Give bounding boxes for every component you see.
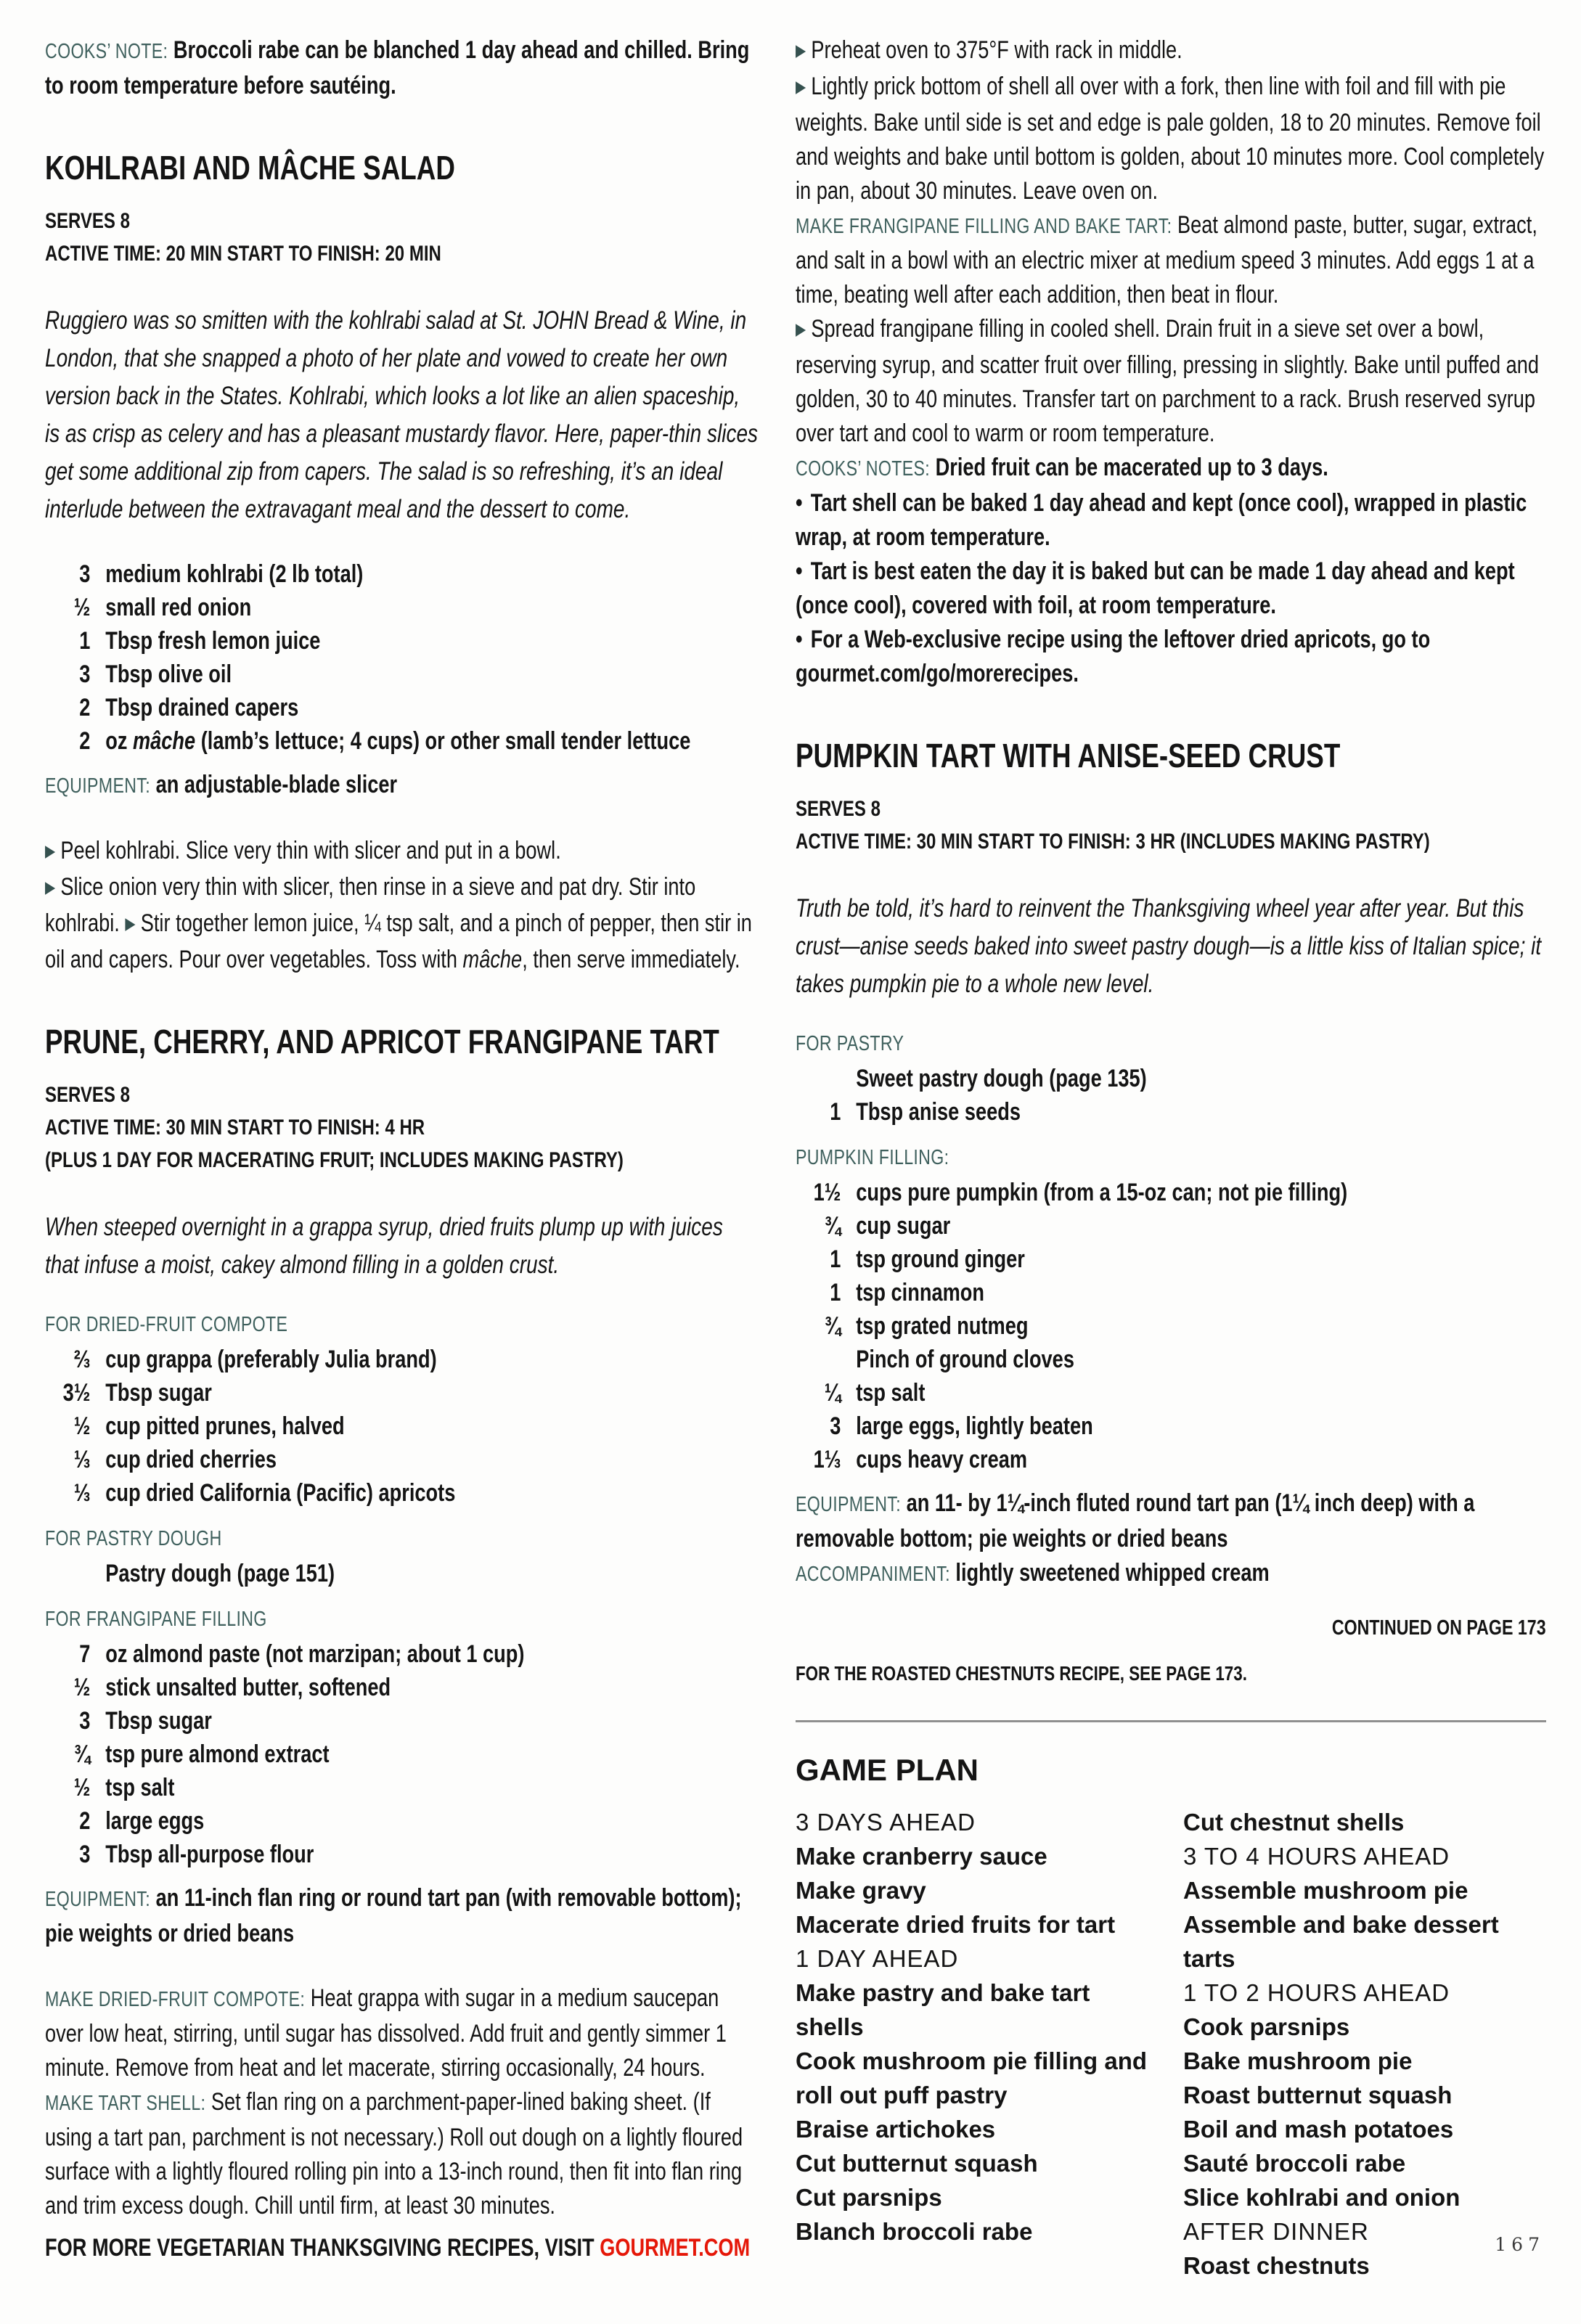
ingredient-quantity: 2 bbox=[79, 1807, 91, 1835]
time-line: ACTIVE TIME: 30 MIN START TO FINISH: 3 HR (INCLUDES MAKING PASTRY) bbox=[796, 830, 1430, 854]
game-plan-item: Cut chestnut shells bbox=[1183, 1809, 1405, 1836]
serves-line: SERVES 8 bbox=[45, 1083, 130, 1107]
time-line: ACTIVE TIME: 30 MIN START TO FINISH: 4 HR bbox=[45, 1116, 425, 1140]
step-text: Spread frangipane filling in cooled shell. Drain fruit in a sieve set over a bowl, reserving syrup, and scatter fruit over filling, pressing in slightly. Bake until puffed and golden, 30 to 40 minutes. Transfer tart on parchment to a rack. Brush reserved syrup over tart and cool to warm or room temperature. bbox=[796, 315, 1540, 447]
equipment-line bbox=[45, 768, 758, 803]
game-plan-item: Macerate dried fruits for tart bbox=[796, 1911, 1116, 1938]
ingredient-text: cup dried cherries bbox=[105, 1446, 277, 1473]
recipe-step bbox=[796, 33, 1546, 70]
ingredient-text: tsp ground ginger bbox=[856, 1245, 1025, 1273]
note-bullet-item bbox=[796, 623, 1546, 691]
recipe-intro: When steeped overnight in a grappa syrup, dried fruits plump up with juices that infuse a moist, cakey almond filling in a golden crust. bbox=[45, 1213, 723, 1279]
ingredient-quantity: 3 bbox=[79, 660, 91, 688]
ingredient-quantity: 3 bbox=[79, 1841, 91, 1868]
game-plan-item: Make gravy bbox=[796, 1877, 926, 1904]
note-text: Tart shell can be baked 1 day ahead and kept (once cool), wrapped in plastic wrap, at room temperature. bbox=[796, 489, 1527, 551]
ingredient-text: large eggs, lightly beaten bbox=[856, 1412, 1093, 1440]
step-arrow-icon: ▶ bbox=[45, 841, 56, 860]
game-plan-item: Assemble mushroom pie bbox=[1183, 1877, 1468, 1904]
ingredient-row bbox=[796, 1309, 1546, 1343]
ingredient-row bbox=[45, 1771, 758, 1804]
step-label: MAKE FRANGIPANE FILLING AND BAKE TART: bbox=[796, 215, 1172, 238]
step-text: Lightly prick bottom of shell all over with a fork, then line with foil and fill with pie weights. Bake until side is set and edge is pale golden, 18 to 20 minutes. Remove foil and weights and bake until bottom is golden, about 10 minutes more. Cool completely in pan, about 30 minutes. Leave oven on. bbox=[796, 73, 1545, 205]
game-plan-item: Assemble and bake dessert tarts bbox=[1183, 1911, 1499, 1972]
equipment-text: an adjustable-blade slicer bbox=[155, 771, 398, 798]
ingredient-quantity: ⅔ bbox=[73, 1346, 91, 1373]
ingredient-group-label: FOR PASTRY DOUGH bbox=[45, 1527, 222, 1550]
step-arrow-icon: ▶ bbox=[796, 41, 806, 60]
note-bullet-item bbox=[796, 555, 1546, 623]
recipe-frangipane-tart bbox=[45, 1022, 758, 2223]
ingredient-quantity bbox=[796, 1343, 856, 1376]
accompaniment-label: ACCOMPANIMENT: bbox=[796, 1563, 950, 1586]
ingredient-text: tsp salt bbox=[856, 1379, 926, 1407]
ingredient-row bbox=[45, 724, 758, 758]
bullet-icon: • bbox=[796, 489, 803, 517]
ingredient-quantity: ½ bbox=[73, 1674, 91, 1701]
ingredient-row bbox=[45, 1476, 758, 1510]
game-plan-item: Braise artichokes bbox=[796, 2116, 996, 2143]
ingredient-quantity: ¼ bbox=[824, 1379, 841, 1407]
ingredient-text: Pastry dough (page 151) bbox=[105, 1560, 335, 1587]
ingredient-row bbox=[796, 1062, 1546, 1095]
ingredient-row bbox=[796, 1409, 1546, 1443]
cooks-note-broccoli bbox=[45, 33, 758, 103]
recipe-kohlrabi-salad bbox=[45, 148, 758, 977]
step-text: Slice onion very thin with slicer, then rinse in a sieve and pat dry. Stir into kohlrabi. bbox=[45, 873, 696, 937]
game-plan-item: Cut parsnips bbox=[796, 2184, 942, 2211]
ingredient-text: Tbsp anise seeds bbox=[856, 1098, 1021, 1126]
recipe-title: KOHLRABI AND MÂCHE SALAD bbox=[45, 149, 455, 187]
ingredient-text: tsp grated nutmeg bbox=[856, 1312, 1029, 1340]
step-text: Stir together lemon juice, ¼ tsp salt, and a pinch of pepper, then stir in oil and capers. Pour over vegetables. Toss with mâche, then serve immediately. bbox=[45, 909, 752, 973]
ingredient-quantity: 1⅓ bbox=[813, 1446, 841, 1473]
ingredient-quantity bbox=[796, 1062, 856, 1095]
footer-text: FOR MORE VEGETARIAN THANKSGIVING RECIPES, VISIT bbox=[45, 2234, 600, 2262]
game-plan-title: GAME PLAN bbox=[796, 1753, 979, 1787]
recipe-step bbox=[796, 312, 1546, 451]
game-plan-column-1 bbox=[796, 1805, 1163, 2283]
ingredient-groups bbox=[45, 1313, 758, 1871]
step-text: Heat grappa with sugar in a medium saucepan over low heat, stirring, until sugar has dissolved. Add fruit and gently simmer 1 minute. Remove from heat and let macerate, stirring occasionally, 24 hours. bbox=[45, 1984, 727, 2082]
ingredient-text: Tbsp all-purpose flour bbox=[105, 1841, 314, 1868]
ingredient-groups bbox=[796, 1032, 1546, 1476]
ingredient-row bbox=[45, 1443, 758, 1476]
step-list bbox=[45, 1981, 758, 2223]
step-arrow-icon: ▶ bbox=[796, 319, 806, 338]
step-text: Beat almond paste, butter, sugar, extract, and salt in a bowl with an electric mixer at medium speed 3 minutes. Add eggs 1 at a time, beating well after each addition, then beat in flour. bbox=[796, 211, 1537, 308]
recipe-title: PRUNE, CHERRY, AND APRICOT FRANGIPANE TART bbox=[45, 1023, 719, 1060]
ingredient-text: Tbsp drained capers bbox=[105, 694, 299, 721]
ingredient-quantity: 1½ bbox=[813, 1179, 841, 1206]
equipment-label: EQUIPMENT: bbox=[796, 1493, 901, 1516]
ingredient-text: Tbsp sugar bbox=[105, 1379, 212, 1407]
ingredient-quantity: ½ bbox=[73, 1412, 91, 1440]
chestnuts-cross-reference: FOR THE ROASTED CHESTNUTS RECIPE, SEE PAGE 173. bbox=[796, 1662, 1247, 1685]
recipe-step bbox=[45, 870, 758, 977]
ingredient-row bbox=[45, 591, 758, 624]
time-line-2: (PLUS 1 DAY FOR MACERATING FRUIT; INCLUDES MAKING PASTRY) bbox=[45, 1148, 624, 1172]
game-plan-item: Boil and mash potatoes bbox=[1183, 2116, 1454, 2143]
footer-gourmet-link: GOURMET.COM bbox=[600, 2234, 751, 2262]
game-plan-heading: 1 DAY AHEAD bbox=[796, 1945, 959, 1972]
ingredient-group-label: FOR DRIED-FRUIT COMPOTE bbox=[45, 1313, 288, 1336]
recipe-step bbox=[45, 834, 758, 870]
ingredient-group-label: PUMPKIN FILLING: bbox=[796, 1146, 949, 1169]
equipment-text: an 11- by 1¼-inch fluted round tart pan (1¼ inch deep) with a removable bottom; pie weights or dried beans bbox=[796, 1489, 1475, 1552]
ingredient-row bbox=[45, 1637, 758, 1671]
ingredient-row bbox=[45, 557, 758, 591]
ingredient-row bbox=[45, 1671, 758, 1704]
bullet-icon: • bbox=[796, 557, 803, 585]
game-plan bbox=[796, 1753, 1546, 2283]
ingredient-text: Pinch of ground cloves bbox=[856, 1346, 1074, 1373]
ingredient-quantity: 1 bbox=[830, 1279, 841, 1306]
ingredient-quantity: 3 bbox=[79, 560, 91, 588]
step-arrow-icon: ▶ bbox=[125, 914, 136, 933]
ingredient-text: oz almond paste (not marzipan; about 1 cup) bbox=[105, 1640, 525, 1668]
ingredient-row bbox=[45, 658, 758, 691]
game-plan-heading: 3 DAYS AHEAD bbox=[796, 1809, 976, 1836]
ingredient-group-label: FOR FRANGIPANE FILLING bbox=[45, 1608, 267, 1631]
game-plan-item: Roast butternut squash bbox=[1183, 2082, 1453, 2108]
ingredient-row bbox=[45, 1409, 758, 1443]
ingredient-text: cup grappa (preferably Julia brand) bbox=[105, 1346, 437, 1373]
ingredient-quantity: ⅓ bbox=[73, 1446, 91, 1473]
ingredient-text: tsp cinnamon bbox=[856, 1279, 985, 1306]
equipment-text: an 11-inch flan ring or round tart pan (with removable bottom); pie weights or dried beans bbox=[45, 1884, 742, 1947]
ingredient-row bbox=[796, 1276, 1546, 1309]
game-plan-heading: 3 TO 4 HOURS AHEAD bbox=[1183, 1843, 1450, 1870]
recipe-intro: Ruggiero was so smitten with the kohlrabi salad at St. JOHN Bread & Wine, in London, that she snapped a photo of her plate and vowed to create her own version back in the States. Kohlrabi, which looks a lot like an alien spaceship, is as crisp as celery and has a pleasant mustardy flavor. Here, paper-thin slices get some additional zip from capers. The salad is so refreshing, it’s an ideal interlude between the extravagant meal and the dessert to come. bbox=[45, 306, 759, 523]
cooks-note-label: COOKS’ NOTE: bbox=[45, 40, 168, 63]
note-text: For a Web-exclusive recipe using the leftover dried apricots, go to gourmet.com/go/morerecipes. bbox=[796, 626, 1431, 687]
ingredient-text: medium kohlrabi (2 lb total) bbox=[105, 560, 364, 588]
ingredient-row bbox=[45, 691, 758, 724]
game-plan-item: Cook parsnips bbox=[1183, 2013, 1350, 2040]
ingredient-quantity: ⅓ bbox=[73, 1479, 91, 1507]
recipe-title: PUMPKIN TART WITH ANISE-SEED CRUST bbox=[796, 737, 1341, 774]
ingredient-quantity: ¾ bbox=[824, 1212, 841, 1240]
game-plan-heading: 1 TO 2 HOURS AHEAD bbox=[1183, 1979, 1450, 2006]
ingredient-text: Tbsp sugar bbox=[105, 1707, 212, 1735]
ingredient-text: Tbsp olive oil bbox=[105, 660, 232, 688]
ingredient-text: Sweet pastry dough (page 135) bbox=[856, 1065, 1147, 1092]
ingredient-quantity: ½ bbox=[73, 1774, 91, 1801]
ingredient-row bbox=[45, 1557, 758, 1590]
ingredient-row bbox=[45, 624, 758, 658]
recipe-step bbox=[796, 208, 1546, 312]
ingredient-row bbox=[796, 1243, 1546, 1276]
ingredient-list bbox=[45, 557, 758, 758]
ingredient-quantity: ¾ bbox=[73, 1740, 91, 1768]
ingredient-row bbox=[45, 1738, 758, 1771]
ingredient-quantity: 1 bbox=[79, 627, 91, 655]
step-text: Set flan ring on a parchment-paper-lined baking sheet. (If using a tart pan, parchment is not necessary.) Roll out dough on a lightly floured surface with a lightly floured rolling pin into a 13-inch round, then fit into flan ring and trim excess dough. Chill until firm, at least 30 minutes. bbox=[45, 2088, 743, 2219]
ingredient-text: cup dried California (Pacific) apricots bbox=[105, 1479, 456, 1507]
ingredient-text: cup sugar bbox=[856, 1212, 951, 1240]
note-bullet-item bbox=[796, 486, 1546, 555]
continued-notice: CONTINUED ON PAGE 173 bbox=[1331, 1616, 1546, 1640]
ingredient-row bbox=[796, 1376, 1546, 1409]
game-plan-column-2 bbox=[1183, 1805, 1546, 2283]
ingredient-text: cup pitted prunes, halved bbox=[105, 1412, 345, 1440]
equipment-label: EQUIPMENT: bbox=[45, 1888, 150, 1911]
ingredient-text: tsp pure almond extract bbox=[105, 1740, 330, 1768]
game-plan-item: Cook mushroom pie filling and roll out puff pastry bbox=[796, 2047, 1148, 2108]
ingredient-row bbox=[796, 1176, 1546, 1209]
ingredient-quantity: 3 bbox=[830, 1412, 841, 1440]
serves-line: SERVES 8 bbox=[45, 209, 130, 233]
game-plan-item: Make cranberry sauce bbox=[796, 1843, 1047, 1870]
ingredient-row bbox=[45, 1838, 758, 1871]
equipment-line bbox=[796, 1486, 1546, 1556]
time-line: ACTIVE TIME: 20 MIN START TO FINISH: 20 MIN bbox=[45, 242, 441, 266]
page-number: 167 bbox=[1495, 2234, 1545, 2255]
ingredient-text: stick unsalted butter, softened bbox=[105, 1674, 391, 1701]
right-column bbox=[796, 33, 1546, 2283]
ingredient-text: cups pure pumpkin (from a 15-oz can; not pie filling) bbox=[856, 1179, 1348, 1206]
recipe-step bbox=[796, 70, 1546, 208]
ingredient-quantity bbox=[45, 1557, 105, 1590]
game-plan-divider bbox=[796, 1720, 1546, 1722]
accompaniment-text: lightly sweetened whipped cream bbox=[955, 1559, 1270, 1587]
ingredient-row bbox=[45, 1376, 758, 1409]
ingredient-quantity: ½ bbox=[73, 594, 91, 621]
step-text: Dried fruit can be macerated up to 3 days. bbox=[935, 454, 1328, 481]
game-plan-item: Blanch broccoli rabe bbox=[796, 2218, 1033, 2245]
step-list bbox=[45, 834, 758, 977]
ingredient-quantity: 1 bbox=[830, 1098, 841, 1126]
recipe-step bbox=[45, 2085, 758, 2223]
note-text: Tart is best eaten the day it is baked but can be made 1 day ahead and kept (once cool), covered with foil, at room temperature. bbox=[796, 557, 1515, 619]
game-plan-item: Slice kohlrabi and onion bbox=[1183, 2184, 1461, 2211]
frangipane-continued-steps bbox=[796, 33, 1546, 691]
ingredient-row bbox=[45, 1804, 758, 1838]
left-column bbox=[45, 33, 758, 2223]
bullet-icon: • bbox=[796, 626, 803, 653]
ingredient-quantity: 3 bbox=[79, 1707, 91, 1735]
ingredient-text: small red onion bbox=[105, 594, 252, 621]
ingredient-row bbox=[45, 1704, 758, 1738]
ingredient-text: large eggs bbox=[105, 1807, 205, 1835]
ingredient-text: Tbsp fresh lemon juice bbox=[105, 627, 321, 655]
ingredient-row bbox=[796, 1443, 1546, 1476]
page-footer bbox=[45, 2234, 926, 2262]
step-arrow-icon: ▶ bbox=[45, 877, 56, 896]
ingredient-text: cups heavy cream bbox=[856, 1446, 1028, 1473]
recipe-pumpkin-tart bbox=[796, 736, 1546, 1685]
ingredient-text: tsp salt bbox=[105, 1774, 175, 1801]
ingredient-quantity: 2 bbox=[79, 694, 91, 721]
ingredient-text: oz mâche (lamb’s lettuce; 4 cups) or other small tender lettuce bbox=[105, 727, 691, 755]
ingredient-quantity: 3½ bbox=[62, 1379, 91, 1407]
recipe-step bbox=[45, 1981, 758, 2085]
game-plan-item: Make pastry and bake tart shells bbox=[796, 1979, 1090, 2040]
game-plan-item: Cut butternut squash bbox=[796, 2150, 1038, 2177]
cooks-notes-line bbox=[796, 451, 1546, 486]
ingredient-quantity: ¾ bbox=[824, 1312, 841, 1340]
ingredient-row bbox=[796, 1095, 1546, 1129]
ingredient-row bbox=[796, 1343, 1546, 1376]
game-plan-heading: AFTER DINNER bbox=[1183, 2218, 1369, 2245]
equipment-label: EQUIPMENT: bbox=[45, 774, 150, 798]
ingredient-group-label: FOR PASTRY bbox=[796, 1032, 904, 1055]
ingredient-quantity: 1 bbox=[830, 1245, 841, 1273]
ingredient-row bbox=[796, 1209, 1546, 1243]
step-label: COOKS’ NOTES: bbox=[796, 457, 931, 480]
step-label: MAKE DRIED-FRUIT COMPOTE: bbox=[45, 1988, 306, 2011]
game-plan-item: Bake mushroom pie bbox=[1183, 2047, 1413, 2074]
ingredient-row bbox=[45, 1343, 758, 1376]
recipe-intro: Truth be told, it’s hard to reinvent the Thanksgiving wheel year after year. But this crust—anise seeds baked into sweet pastry dough—is a little kiss of Italian spice; it takes pumpkin pie to a whole new level. bbox=[796, 894, 1542, 998]
game-plan-item: Roast chestnuts bbox=[1183, 2252, 1370, 2279]
step-text: Preheat oven to 375°F with rack in middle. bbox=[811, 36, 1182, 64]
game-plan-columns bbox=[796, 1805, 1546, 2283]
step-label: MAKE TART SHELL: bbox=[45, 2092, 206, 2115]
accompaniment-line bbox=[796, 1556, 1546, 1592]
game-plan-item: Sauté broccoli rabe bbox=[1183, 2150, 1406, 2177]
step-arrow-icon: ▶ bbox=[796, 77, 806, 96]
ingredient-quantity: 7 bbox=[79, 1640, 91, 1668]
cooks-note-text: Broccoli rabe can be blanched 1 day ahead and chilled. Bring to room temperature before sautéing. bbox=[45, 36, 750, 99]
ingredient-quantity: 2 bbox=[79, 727, 91, 755]
serves-line: SERVES 8 bbox=[796, 797, 881, 821]
step-text: Peel kohlrabi. Slice very thin with slicer and put in a bowl. bbox=[60, 837, 561, 864]
equipment-line bbox=[45, 1881, 758, 1951]
